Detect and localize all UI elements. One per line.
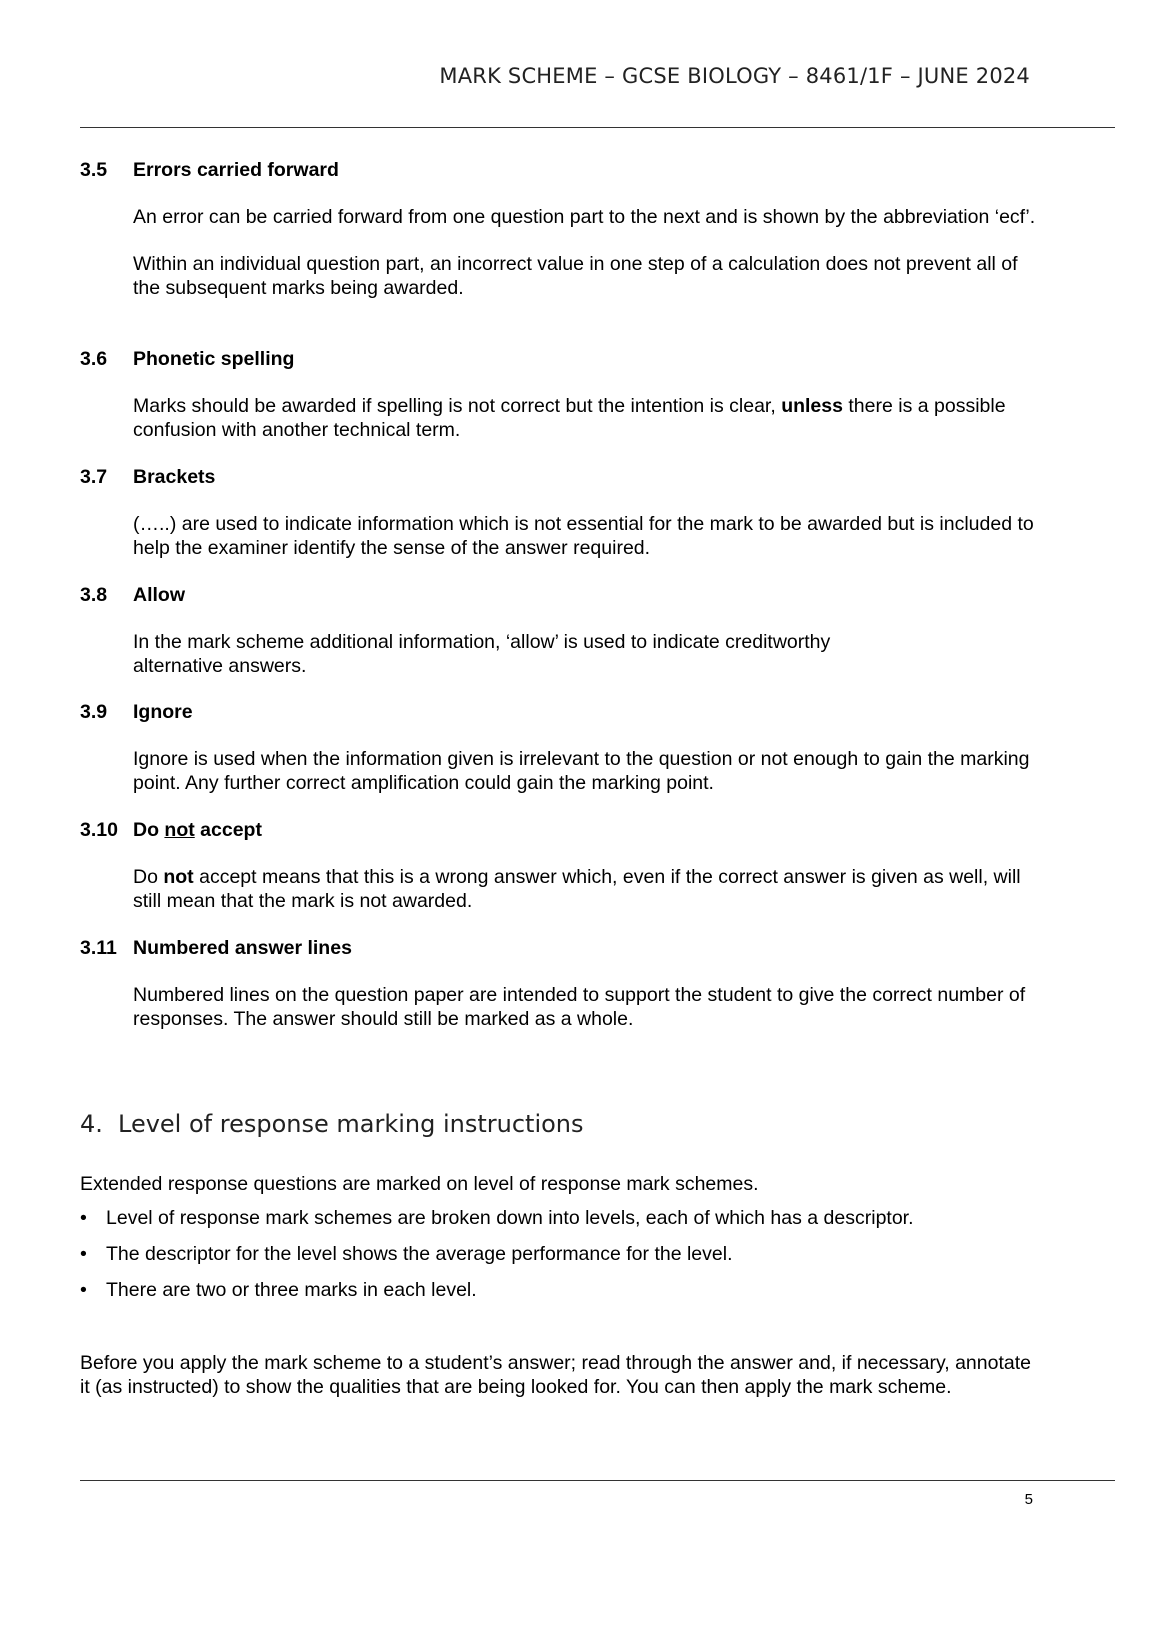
list-item bbox=[80, 1242, 1040, 1266]
section-body bbox=[133, 512, 1040, 560]
section-title: Allow bbox=[133, 584, 185, 606]
paragraph: Numbered lines on the question paper are intended to support the student to give the correct number of responses. The answer should still be marked as a whole. bbox=[133, 984, 1026, 1030]
section-heading bbox=[80, 583, 1040, 607]
list-item-text: There are two or three marks in each level. bbox=[106, 1279, 477, 1301]
section-3-11 bbox=[80, 936, 1040, 1054]
section-3-7 bbox=[80, 465, 1040, 583]
text-run: accept means that this is a wrong answer which, even if the correct answer is given as well, will still mean that the mark is not awarded. bbox=[133, 866, 1021, 912]
section-number: 3.10 bbox=[80, 819, 118, 841]
footer-divider bbox=[80, 1480, 1115, 1481]
list-item-text: Level of response mark schemes are broken down into levels, each of which has a descriptor. bbox=[106, 1207, 914, 1229]
section-body bbox=[133, 865, 1040, 913]
section-heading bbox=[80, 818, 1040, 842]
section-3-9 bbox=[80, 700, 1040, 818]
intro-paragraph: Extended response questions are marked on level of response mark schemes. bbox=[80, 1173, 759, 1195]
paragraph: (…..) are used to indicate information which is not essential for the mark to be awarded but is included to help the examiner identify the sense of the answer required. bbox=[133, 513, 1034, 559]
section-number: 3.7 bbox=[80, 466, 108, 488]
section-body bbox=[133, 983, 1040, 1031]
header-divider bbox=[80, 127, 1115, 128]
underlined-text: not bbox=[164, 819, 195, 841]
section-title-rest: accept bbox=[194, 819, 262, 841]
paragraph: Within an individual question part, an incorrect value in one step of a calculation does not prevent all of the subsequent marks being awarded. bbox=[133, 253, 1018, 299]
section-heading bbox=[80, 158, 1040, 182]
closing-paragraph: Before you apply the mark scheme to a student’s answer; read through the answer and, if necessary, annotate it (as instructed) to show the qualities that are being looked for. You can then apply the mark scheme. bbox=[80, 1352, 1031, 1398]
page-number: 5 bbox=[1024, 1491, 1033, 1508]
section-title: Level of response marking instructions bbox=[118, 1110, 584, 1138]
list-item bbox=[80, 1278, 1040, 1302]
header-title: MARK SCHEME – GCSE BIOLOGY – 8461/1F – JUNE 2024 bbox=[439, 64, 1030, 88]
section-heading bbox=[80, 347, 1040, 371]
section-4-heading bbox=[80, 1110, 584, 1138]
section-title: Brackets bbox=[133, 466, 216, 488]
section-body bbox=[133, 394, 1040, 442]
text-run: Do bbox=[133, 866, 164, 888]
text-line: In the mark scheme additional information, ‘allow’ is used to indicate creditworthy bbox=[133, 631, 831, 653]
text-run: Marks should be awarded if spelling is not correct but the intention is clear, bbox=[133, 395, 782, 417]
section-title: Numbered answer lines bbox=[133, 937, 352, 959]
paragraph: An error can be carried forward from one question part to the next and is shown by the abbreviation ‘ecf’. bbox=[133, 206, 1036, 228]
section-number: 3.9 bbox=[80, 701, 108, 723]
section-number: 3.8 bbox=[80, 584, 108, 606]
text-run: there is a possible confusion with another technical term. bbox=[133, 395, 1006, 441]
paragraph bbox=[133, 394, 1040, 442]
paragraph bbox=[133, 630, 1040, 678]
paragraph bbox=[133, 865, 1040, 913]
section-title: Phonetic spelling bbox=[133, 348, 295, 370]
level-of-response-body bbox=[80, 1172, 1040, 1314]
text-line: alternative answers. bbox=[133, 655, 307, 677]
section-3-5 bbox=[80, 158, 1040, 323]
section-number: 4. bbox=[80, 1110, 103, 1138]
bold-text: not bbox=[163, 866, 194, 888]
bullet-list bbox=[80, 1206, 1040, 1302]
section-3-10 bbox=[80, 818, 1040, 936]
section-heading bbox=[80, 700, 1040, 724]
bullet-icon: • bbox=[80, 1207, 87, 1229]
bullet-icon: • bbox=[80, 1279, 87, 1301]
section-body bbox=[133, 205, 1040, 300]
section-title: Ignore bbox=[133, 701, 193, 723]
closing-paragraph-block bbox=[80, 1351, 1040, 1399]
section-3-6 bbox=[80, 347, 1040, 465]
paragraph: Ignore is used when the information given is irrelevant to the question or not enough to gain the marking point. Any further correct amplification could gain the marking point. bbox=[133, 748, 1030, 794]
section-number: 3.5 bbox=[80, 159, 108, 181]
section-heading bbox=[80, 936, 1040, 960]
list-item-text: The descriptor for the level shows the average performance for the level. bbox=[106, 1243, 733, 1265]
section-body bbox=[133, 747, 1040, 795]
section-title: Errors carried forward bbox=[133, 159, 339, 181]
section-number: 3.11 bbox=[80, 937, 117, 959]
section-body bbox=[133, 630, 1040, 678]
section-title: Do bbox=[133, 819, 165, 841]
list-item bbox=[80, 1206, 1040, 1230]
section-number: 3.6 bbox=[80, 348, 108, 370]
bullet-icon: • bbox=[80, 1243, 87, 1265]
section-heading bbox=[80, 465, 1040, 489]
bold-text: unless bbox=[781, 395, 843, 417]
section-3-8 bbox=[80, 583, 1040, 701]
